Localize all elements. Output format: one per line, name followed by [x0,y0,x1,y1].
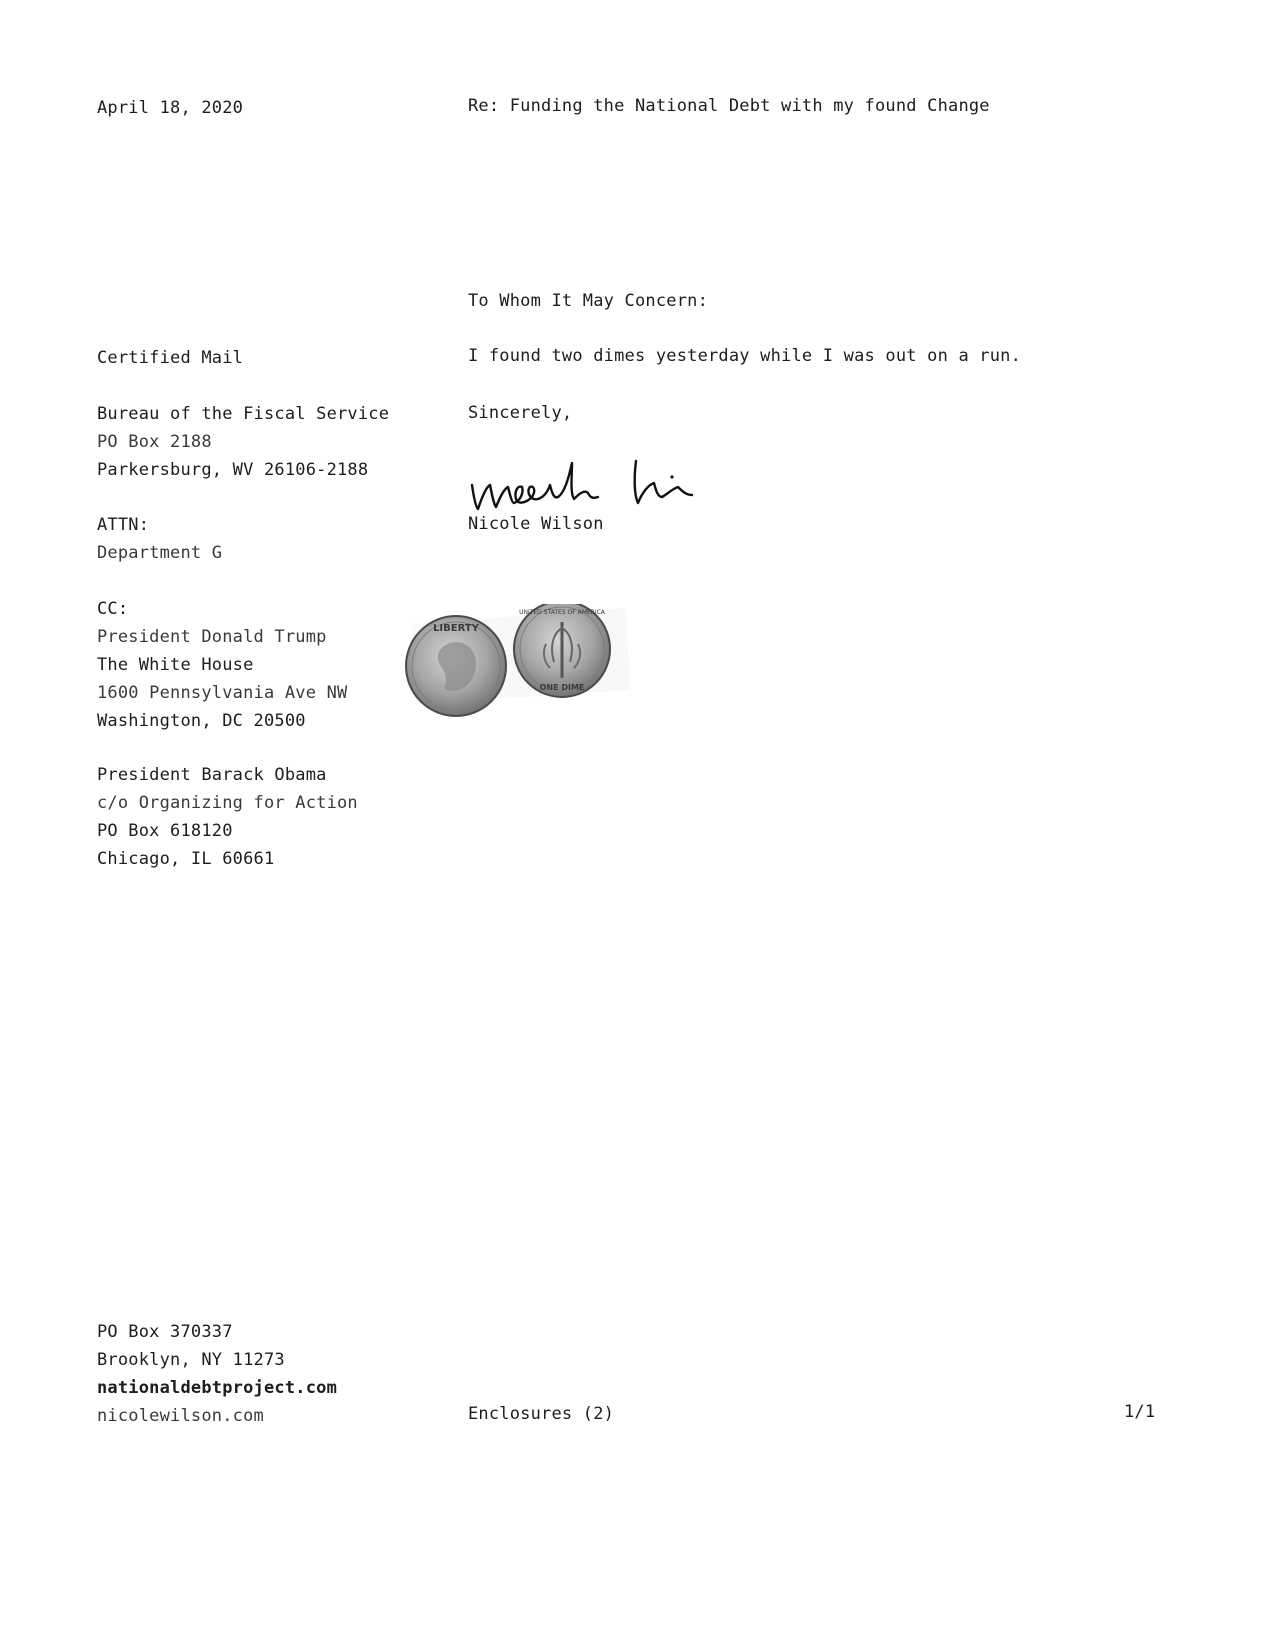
enclosures-note: Enclosures (2) [468,1404,615,1424]
salutation: To Whom It May Concern: [468,291,709,311]
sender-website: nationaldebtproject.com [97,1378,338,1398]
cc-block [97,595,347,735]
page-number: 1/1 [1124,1402,1156,1422]
letter-body: I found two dimes yesterday while I was out on a run. [468,346,1022,366]
delivery-method: Certified Mail [97,348,244,368]
coin-legend-obverse: LIBERTY [433,623,479,634]
recipient-line: PO Box 2188 [97,432,212,452]
attn-label: ATTN: [97,515,150,535]
signer-name: Nicole Wilson [468,514,604,534]
cc-line: Chicago, IL 60661 [97,849,275,869]
sender-address [97,1318,337,1430]
attn-block [97,511,222,567]
sender-line: Brooklyn, NY 11273 [97,1350,285,1370]
dime-reverse-icon [514,604,610,697]
cc-line: PO Box 618120 [97,821,233,841]
cc-line: 1600 Pennsylvania Ave NW [97,683,348,703]
coin-denomination: ONE DIME [539,683,585,692]
cc-line: The White House [97,655,254,675]
enclosed-dimes [404,604,664,729]
recipient-line: Parkersburg, WV 26106-2188 [97,460,369,480]
dime-obverse-icon [406,616,506,716]
attn-department: Department G [97,543,223,563]
coin-legend-reverse: UNITED STATES OF AMERICA [519,609,605,616]
cc-line: Washington, DC 20500 [97,711,306,731]
cc-line: c/o Organizing for Action [97,793,358,813]
cc-block-second [97,761,358,873]
closing: Sincerely, [468,403,573,423]
sender-line: PO Box 370337 [97,1322,233,1342]
letter-subject: Re: Funding the National Debt with my found Change [468,96,990,116]
sender-website: nicolewilson.com [97,1406,264,1426]
cc-label: CC: [97,599,129,619]
cc-line: President Barack Obama [97,765,327,785]
recipient-address [97,400,389,484]
cc-line: President Donald Trump [97,627,327,647]
recipient-line: Bureau of the Fiscal Service [97,404,390,424]
letter-date: April 18, 2020 [97,98,244,118]
